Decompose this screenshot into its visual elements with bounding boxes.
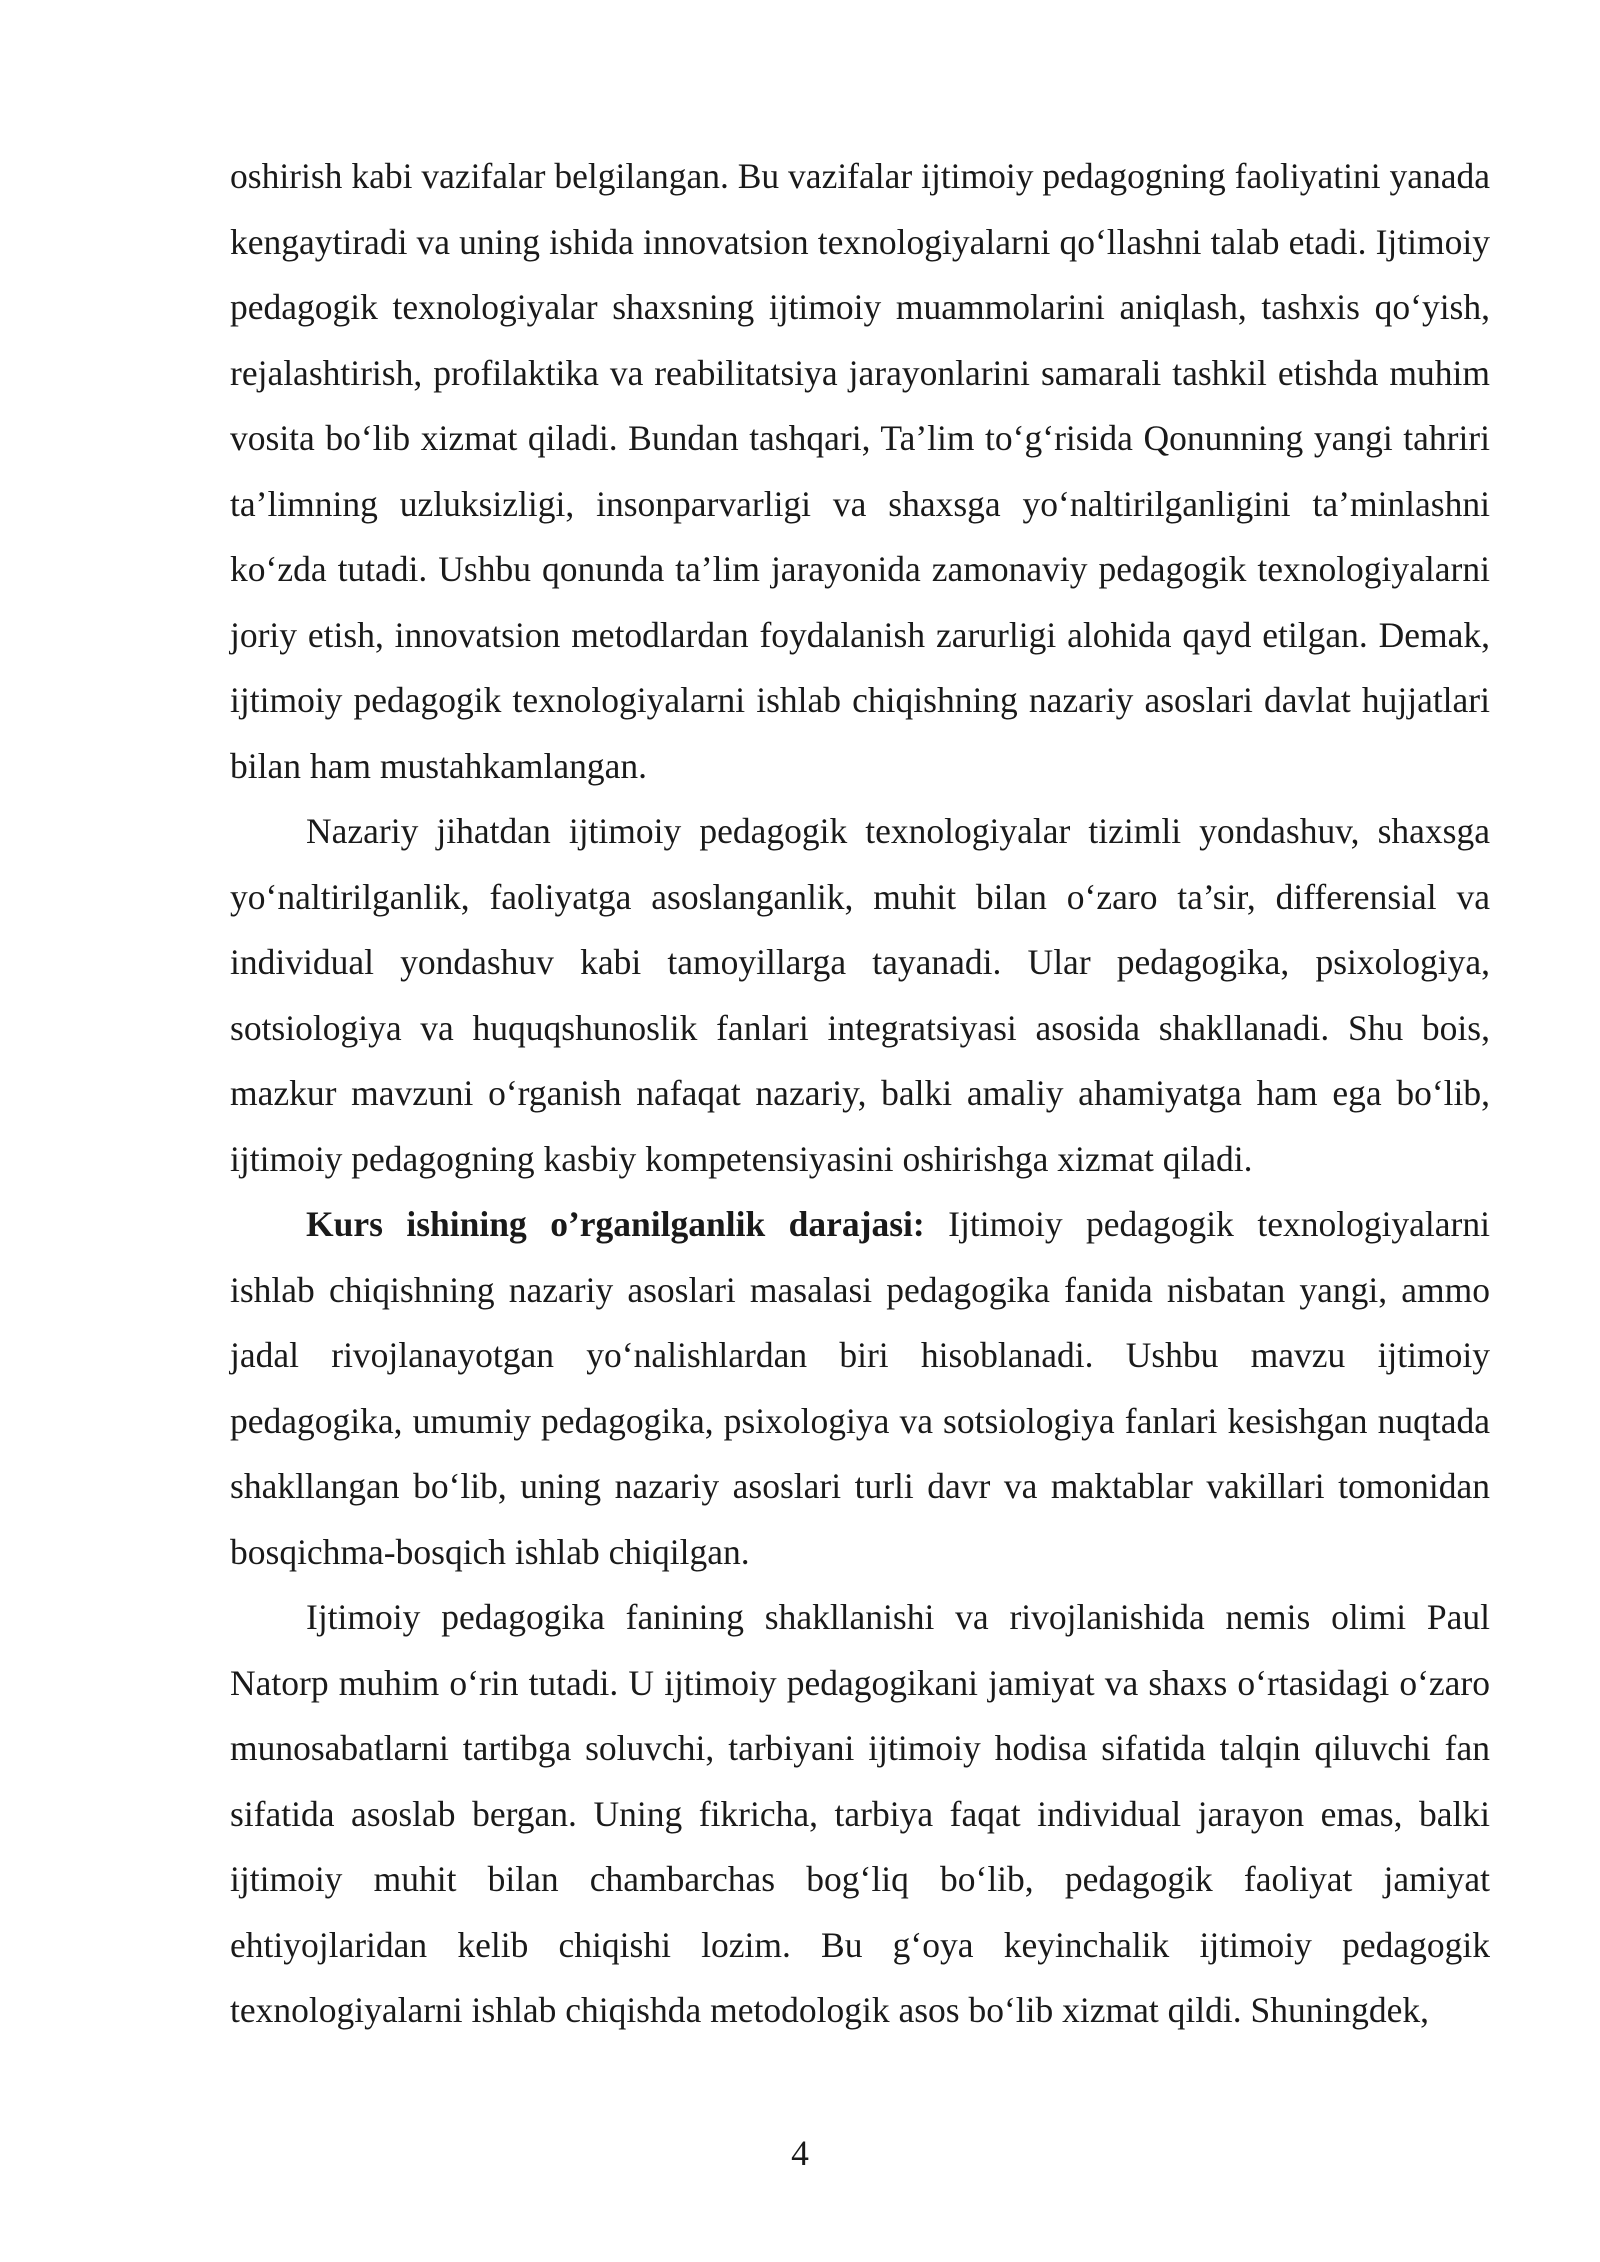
section-heading-lead: Kurs ishining o’rganilganlik darajasi: — [306, 1204, 925, 1244]
body-text — [230, 144, 1490, 2044]
paragraph-3-text: Ijtimoiy pedagogik texnologiyalarni ishlab chiqishning nazariy asoslari masalasi pedagogika fanida nisbatan yangi, ammo jadal rivojlanayotgan yo‘nalishlardan biri hisoblanadi. Ushbu mavzu ijtimoiy pedagogika, umumiy pedagogika, psixologiya va sotsiologiya fanlari kesishgan nuqtada shakllangan bo‘lib, uning nazariy asoslari turli davr va maktablar vakillari tomonidan bosqichma-bosqich ishlab chiqilgan. — [230, 1204, 1490, 1572]
paragraph-2 — [230, 799, 1490, 1192]
paragraph-1-text: oshirish kabi vazifalar belgilangan. Bu vazifalar ijtimoiy pedagogning faoliyatini yanada kengaytiradi va uning ishida innovatsion texnologiyalarni qo‘llashni talab etadi. Ijtimoiy pedagogik texnologiyalar shaxsning ijtimoiy muammolarini aniqlash, tashxis qo‘yish, rejalashtirish, profilaktika va reabilitatsiya jarayonlarini samarali tashkil etishda muhim vosita bo‘lib xizmat qiladi. Bundan tashqari, Ta’lim to‘g‘risida Qonunning yangi tahriri ta’limning uzluksizligi, insonparvarligi va shaxsga yo‘naltirilganligini ta’minlashni ko‘zda tutadi. Ushbu qonunda ta’lim jarayonida zamonaviy pedagogik texnologiyalarni joriy etish, innovatsion metodlardan foydalanish zarurligi alohida qayd etilgan. Demak, ijtimoiy pedagogik texnologiyalarni ishlab chiqishning nazariy asoslari davlat hujjatlari bilan ham mustahkamlangan. — [230, 156, 1490, 786]
page-number: 4 — [791, 2133, 809, 2173]
paragraph-4-text: Ijtimoiy pedagogika fanining shakllanishi va rivojlanishida nemis olimi Paul Natorp muhim o‘rin tutadi. U ijtimoiy pedagogikani jamiyat va shaxs o‘rtasidagi o‘zaro munosabatlarni tartibga soluvchi, tarbiyani ijtimoiy hodisa sifatida talqin qiluvchi fan sifatida asoslab bergan. Uning fikricha, tarbiya faqat individual jarayon emas, balki ijtimoiy muhit bilan chambarchas bog‘liq bo‘lib, pedagogik faoliyat jamiyat ehtiyojlaridan kelib chiqishi lozim. Bu g‘oya keyinchalik ijtimoiy pedagogik texnologiyalarni ishlab chiqishda metodologik asos bo‘lib xizmat qildi. Shuningdek, — [230, 1597, 1490, 2030]
paragraph-3 — [230, 1192, 1490, 1585]
paragraph-1 — [230, 144, 1490, 799]
paragraph-2-text: Nazariy jihatdan ijtimoiy pedagogik texnologiyalar tizimli yondashuv, shaxsga yo‘naltirilganlik, faoliyatga asoslanganlik, muhit bilan o‘zaro ta’sir, differensial va individual yondashuv kabi tamoyillarga tayanadi. Ular pedagogika, psixologiya, sotsiologiya va huquqshunoslik fanlari integratsiyasi asosida shakllanadi. Shu bois, mazkur mavzuni o‘rganish nafaqat nazariy, balki amaliy ahamiyatga ham ega bo‘lib, ijtimoiy pedagogning kasbiy kompetensiyasini oshirishga xizmat qiladi. — [230, 811, 1490, 1179]
paragraph-4 — [230, 1585, 1490, 2044]
